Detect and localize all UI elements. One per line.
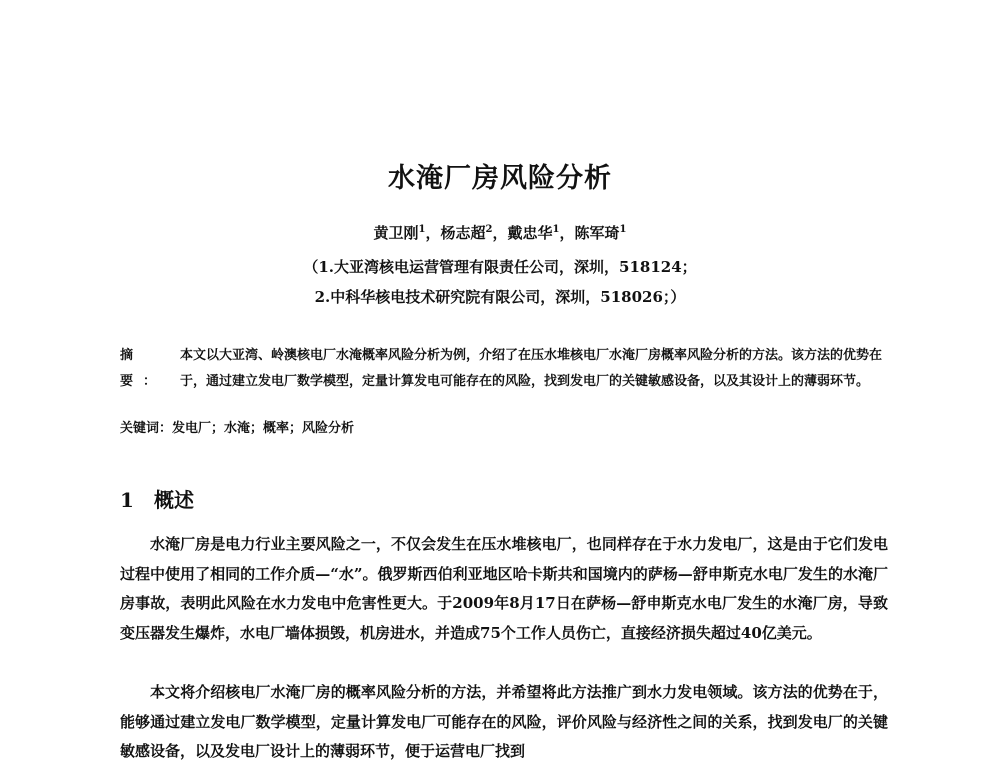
keywords-line: [120, 417, 900, 436]
author-affiliation-mark: 1: [418, 224, 426, 235]
abstract-text: 本文以大亚湾、岭澳核电厂水淹概率风险分析为例，介绍了在压水堆核电厂水淹厂房概率风险分析的方法。该方法的优势在于，通过建立发电厂数学模型，定量计算发电可能存在的风险，找到发电厂的关键敏感设备，以及其设计上的薄弱环节。: [180, 348, 883, 389]
abstract-label: 摘要：: [120, 348, 167, 389]
section-heading: [120, 484, 194, 513]
author-separator: ，: [492, 224, 508, 242]
keywords-label: 关键词：: [120, 421, 173, 436]
author-separator: ，: [425, 224, 441, 242]
body-paragraph: 水淹厂房是电力行业主要风险之一，不仅会发生在压水堆核电厂，也同样存在于水力发电厂，这是由于它们发电过程中使用了相同的工作介质—“水”。俄罗斯西伯利亚地区哈卡斯共和国境内的萨杨—舒申斯克水电厂发生的水淹厂房事故，表明此风险在水力发电中危害性更大。于2009年8月17日在萨杨—舒申斯克水电厂发生的水淹厂房，导致变压器发生爆炸，水电厂墙体损毁，机房进水，并造成75个工作人员伤亡，直接经济损失超过40亿美元。: [120, 535, 888, 642]
author-name: 黄卫刚: [373, 224, 419, 242]
section-number: 1: [120, 488, 134, 512]
keywords-text: 发电厂；水淹；概率；风险分析: [172, 421, 355, 436]
author-separator: ，: [559, 224, 575, 242]
paper-title: 水淹厂房风险分析: [388, 163, 612, 194]
author-name: 戴忠华: [507, 224, 553, 242]
author-affiliation-mark: 1: [552, 224, 560, 235]
author-affiliation-mark: 2: [485, 224, 493, 235]
author-name: 陈军琦: [574, 224, 620, 242]
affiliation-line: 2.中科华核电技术研究院有限公司，深圳，518026；）: [314, 288, 686, 306]
abstract-block: [120, 343, 900, 395]
author-name: 杨志超: [440, 224, 486, 242]
section-title: 概述: [154, 488, 194, 512]
author-list: [0, 222, 1000, 243]
affiliation-line: （1.大亚湾核电运营管理有限责任公司，深圳，518124；: [303, 258, 697, 276]
author-affiliation-mark: 1: [619, 224, 627, 235]
body-paragraph: 本文将介绍核电厂水淹厂房的概率风险分析的方法，并希望将此方法推广到水力发电领域。该方法的优势在于，能够通过建立发电厂数学模型，定量计算发电厂可能存在的风险，评价风险与经济性之间的关系，找到发电厂的关键敏感设备，以及发电厂设计上的薄弱环节，便于运营电厂找到: [120, 683, 888, 760]
